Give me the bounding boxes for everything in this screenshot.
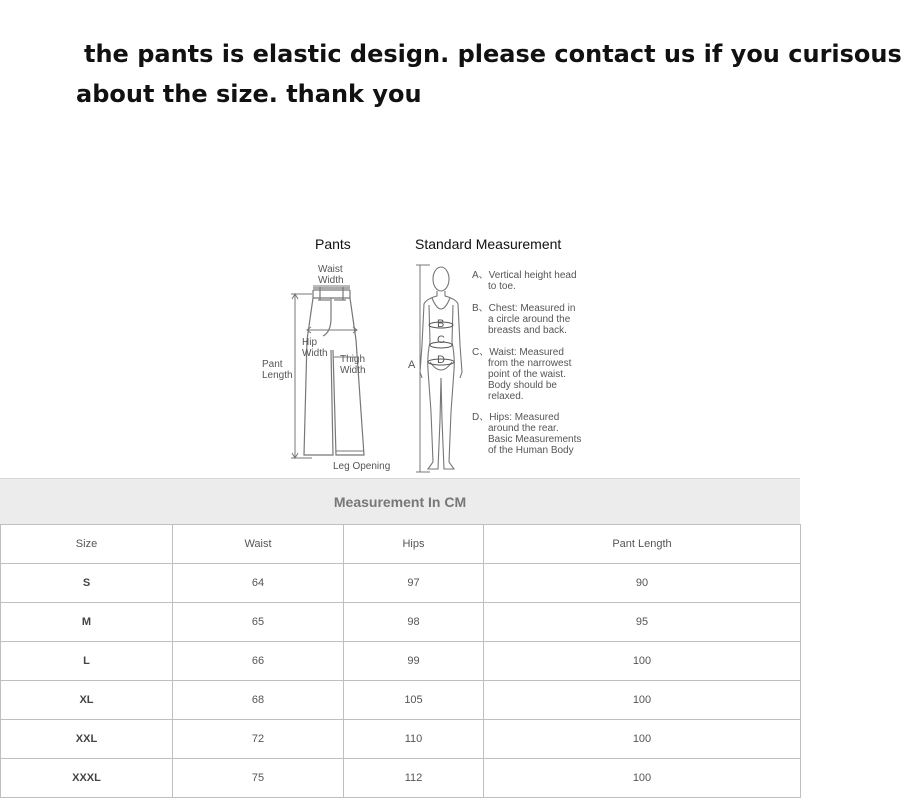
body-label-c: C (437, 334, 445, 346)
cell-size: XL (1, 681, 173, 720)
cell-pant-length: 90 (484, 564, 801, 603)
body-label-a: A (408, 359, 416, 371)
waist-width-label-2: Width (318, 275, 344, 286)
body-label-d: D (437, 354, 445, 366)
cell-hips: 98 (344, 603, 484, 642)
header-pant-length: Pant Length (484, 525, 801, 564)
note-c-line-2: from the narrowest (488, 358, 572, 369)
cell-pant-length: 100 (484, 642, 801, 681)
header-size: Size (1, 525, 173, 564)
cell-waist: 75 (173, 759, 344, 798)
pant-length-label-2: Length (262, 370, 293, 381)
note-b-line-2: a circle around the (488, 314, 571, 325)
note-a-line-2: to toe. (488, 281, 516, 292)
note-b-line-3: breasts and back. (488, 325, 567, 336)
size-table (0, 524, 801, 798)
cell-pant-length: 100 (484, 681, 801, 720)
body-figure (420, 267, 462, 469)
pant-length-arrow (291, 294, 312, 458)
header-hips: Hips (344, 525, 484, 564)
body-label-b: B (437, 318, 445, 330)
cell-hips: 110 (344, 720, 484, 759)
note-c-line-1: C、Waist: Measured (472, 347, 564, 358)
cell-waist: 65 (173, 603, 344, 642)
table-row (1, 720, 801, 759)
size-table-body (1, 525, 801, 798)
measurement-caption: Measurement In CM (0, 478, 800, 525)
note-d-line-4: of the Human Body (488, 445, 574, 456)
cell-pant-length: 100 (484, 759, 801, 798)
cell-waist: 66 (173, 642, 344, 681)
table-row (1, 642, 801, 681)
header-waist: Waist (173, 525, 344, 564)
cell-size: XXXL (1, 759, 173, 798)
table-row (1, 603, 801, 642)
cell-pant-length: 100 (484, 720, 801, 759)
cell-size: M (1, 603, 173, 642)
notice-line-2: about the size. thank you (76, 80, 422, 108)
cell-size: XXL (1, 720, 173, 759)
cell-waist: 64 (173, 564, 344, 603)
pant-length-label-1: Pant (262, 359, 283, 370)
note-c-line-5: relaxed. (488, 391, 524, 402)
hip-width-label-2: Width (302, 348, 328, 359)
cell-hips: 112 (344, 759, 484, 798)
cell-hips: 97 (344, 564, 484, 603)
table-row (1, 681, 801, 720)
waist-width-label-1: Waist (318, 264, 343, 275)
note-c-line-4: Body should be (488, 380, 557, 391)
table-row (1, 759, 801, 798)
note-a-line-1: A、Vertical height head (472, 270, 577, 281)
cell-hips: 99 (344, 642, 484, 681)
thigh-width-label-2: Width (340, 365, 366, 376)
hip-width-label-1: Hip (302, 337, 318, 348)
pants-title: Pants (315, 236, 351, 252)
cell-size: S (1, 564, 173, 603)
leg-opening-label: Leg Opening (333, 461, 391, 472)
table-row (1, 564, 801, 603)
hip-width-arrow (307, 327, 357, 333)
notice-line-1: the pants is elastic design. please contact us if you curisous (84, 40, 902, 68)
cell-pant-length: 95 (484, 603, 801, 642)
note-d-line-1: D、Hips: Measured (472, 412, 560, 423)
standard-measurement-title: Standard Measurement (415, 236, 562, 252)
thigh-width-label-1: Thigh (340, 354, 366, 365)
note-b-line-1: B、Chest: Measured in (472, 303, 576, 314)
note-d-line-3: Basic Measurements (488, 434, 582, 445)
note-d-line-2: around the rear. (488, 423, 559, 434)
cell-size: L (1, 642, 173, 681)
note-c-line-3: point of the waist. (488, 369, 566, 380)
cell-hips: 105 (344, 681, 484, 720)
cell-waist: 72 (173, 720, 344, 759)
table-header-row (1, 525, 801, 564)
cell-waist: 68 (173, 681, 344, 720)
